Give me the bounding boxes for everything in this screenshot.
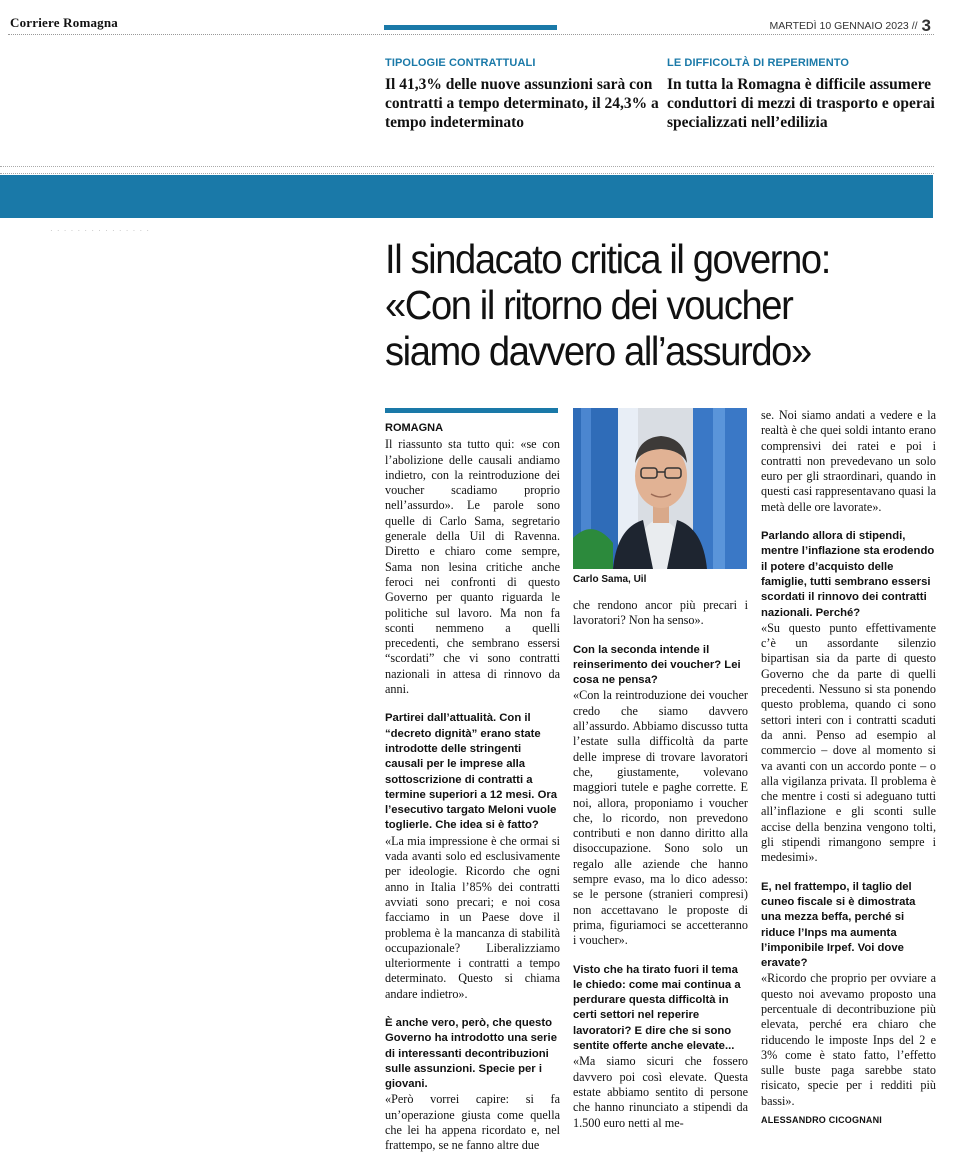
teaser-hiring-difficulty [667,57,942,132]
intro-paragraph: Il riassunto sta tutto qui: «se con l’abolizione delle causali andiamo indietro, con la reintroduzione dei voucher scadiamo proprio nell’assurdo». Le parole sono quelle di Carlo Sama, segretario generale della Uil di Ravenna. Diretto e chiaro come sempre, Sama non lesina critiche anche feroci nei confronti di questo Governo per quanto riguarda le politiche sul lavoro. Ma non fa sconti nemmeno a quelli precedenti, che sembrano essersi “scordati” che vi sono contratti nazionali in attesa di rinnovo da anni. [385,437,560,697]
headline-line: siamo davvero all’assurdo» [385,328,811,374]
answer: «La mia impressione è che ormai si vada avanti solo ed esclusivamente per ideologie. Ricordo che ogni anno in Italia l’85% dei contratti avviati sono precari; e noi cosa facciamo in un Paese dove il problema è la mancanza di stabilità occupazionale? Liberalizziamo ulteriormente i contratti a tempo determinato. Questo si chiama andare indietro». [385,833,560,1001]
top-accent-bar [384,25,557,30]
article-column-2 [573,598,748,1145]
question: Parlando allora di stipendi, mentre l’inflazione sta erodendo il potere d’acquisto delle famiglie, tutti sembrano essersi scordati il rinnovo dei contratti nazionali. Perché? [761,530,935,619]
answer: «Ma siamo sicuri che fossero davvero poi così elevate. Questa estate abbiamo sentito di persone che hanno rinunciato a stipendi da 1.500 euro netti al me- [573,1054,748,1130]
question: Partirei dall’attualità. Con il “decreto dignità” erano state introdotte delle stringenti causali per le imprese alla sottoscrizione di contratti a termine superiori a 12 mesi. Ora l’esecutivo targato Meloni vuole toglierle. Che idea si è fatto? [385,712,558,832]
location-label: ROMAGNA [385,422,444,434]
column-rule [385,408,558,413]
teaser-kicker: TIPOLOGIE CONTRATTUALI [385,57,536,69]
date: MARTEDÌ 10 GENNAIO 2023 // [769,20,918,32]
dotted-divider [0,166,934,174]
teaser-body: In tutta la Romagna è difficile assumere conduttori di mezzi di trasporto e operai specializzati nell’edilizia [667,76,935,131]
answer: «Ricordo che proprio per ovviare a questo noi avevamo proposto una percentuale di decontribuzione più elevata, perché era chiaro che riducendo le imposte Inps del 2 e 3% come è stato fatto, l’effetto sulle buste paga sarebbe stato risicato, specie per i redditi più bassi». [761,971,936,1108]
answer: «Su questo punto effettivamente c’è un assordante silenzio bipartisan sia da parte di questo Governo che da parte di quelli precedenti. Nessuno si sta ponendo questo problema, quando ci sono settori interi con i contratti scaduti da anni. Penso ad esempio al commercio – dove al momento si va avanti con un accordo ponte – o alla vigilanza privata. Il problema è che mentre i costi si adeguano tutti all’inflazione e gli sconti sulle accise della benzina vengono tolti, gli stipendi rimangono sempre i medesimi». [761,620,936,865]
top-rule [8,34,934,35]
question: E, nel frattempo, il taglio del cuneo fiscale si è dimostrata una mezza beffa, perché si riduce l’Inps ma aumenta l’imponibile Irpef. Voi dove eravate? [761,880,916,970]
question: Con la seconda intende il reinserimento dei voucher? Lei cosa ne pensa? [573,643,741,687]
decorative-dots: · · · · · · · · · · · · · · · [50,226,151,235]
answer: «Con la reintroduzione dei voucher credo che siamo davvero all’assurdo. Abbiamo discusso tutta l’estate sulla difficoltà da parte delle imprese di trovare lavoratori che, giustamente, volevano maggiori tutele e paghe corrette. E noi, allora, proponiamo i voucher che, lo ricordo, non prevedono contributi e non danno diritto alla disoccupazione. Sono solo un regalo alle aziende che hanno sempre evaso, ma lo dico adesso: se le persone (stranieri compresi) non accettavano le proposte di prima, figuriamoci se accetteranno i voucher». [573,688,748,948]
byline: ALESSANDRO CICOGNANI [761,1115,883,1126]
answer-continued: se. Noi siamo andati a vedere e la realtà è che quei soldi intanto erano comprensivi dei ratei e poi i contratti non prevedevano un solo euro per gli straordinari, quando in questi casi rappresentavano quasi la metà delle ore lavorate». [761,408,936,514]
masthead: Corriere Romagna [10,15,119,30]
page-number: 3 [921,16,931,35]
section-band [0,175,933,218]
teaser-kicker: LE DIFFICOLTÀ DI REPERIMENTO [667,57,850,69]
question: È anche vero, però, che questo Governo ha introdotto una serie di interessanti decontribuzioni sulle assunzioni. Specie per i giovani. [385,1016,557,1091]
dateline [770,14,932,34]
teaser-contract-types [385,57,660,132]
article-column-1 [385,408,560,1168]
photo-caption: Carlo Sama, Uil [573,574,647,585]
headline-line: Il sindacato critica il governo: [385,236,830,282]
portrait-photo [573,408,747,569]
teaser-body: Il 41,3% delle nuove assunzioni sarà con contratti a tempo determinato, il 24,3% a tempo indeterminato [385,76,659,131]
article-column-3 [761,408,936,1128]
question: Visto che ha tirato fuori il tema le chiedo: come mai continua a perdurare questa difficoltà in certi settori nel reperire lavoratori? E dire che si sono sentite offerte anche elevate... [573,963,741,1053]
answer: «Però vorrei capire: si fa un’operazione giusta come quella che lei ha appena ricordato e, nel frattempo, se ne fanno altre due [385,1092,560,1153]
headline [385,236,906,374]
headline-line: «Con il ritorno dei voucher [385,282,793,328]
answer-continued: che rendono ancor più precari i lavoratori? Non ha senso». [573,598,748,628]
